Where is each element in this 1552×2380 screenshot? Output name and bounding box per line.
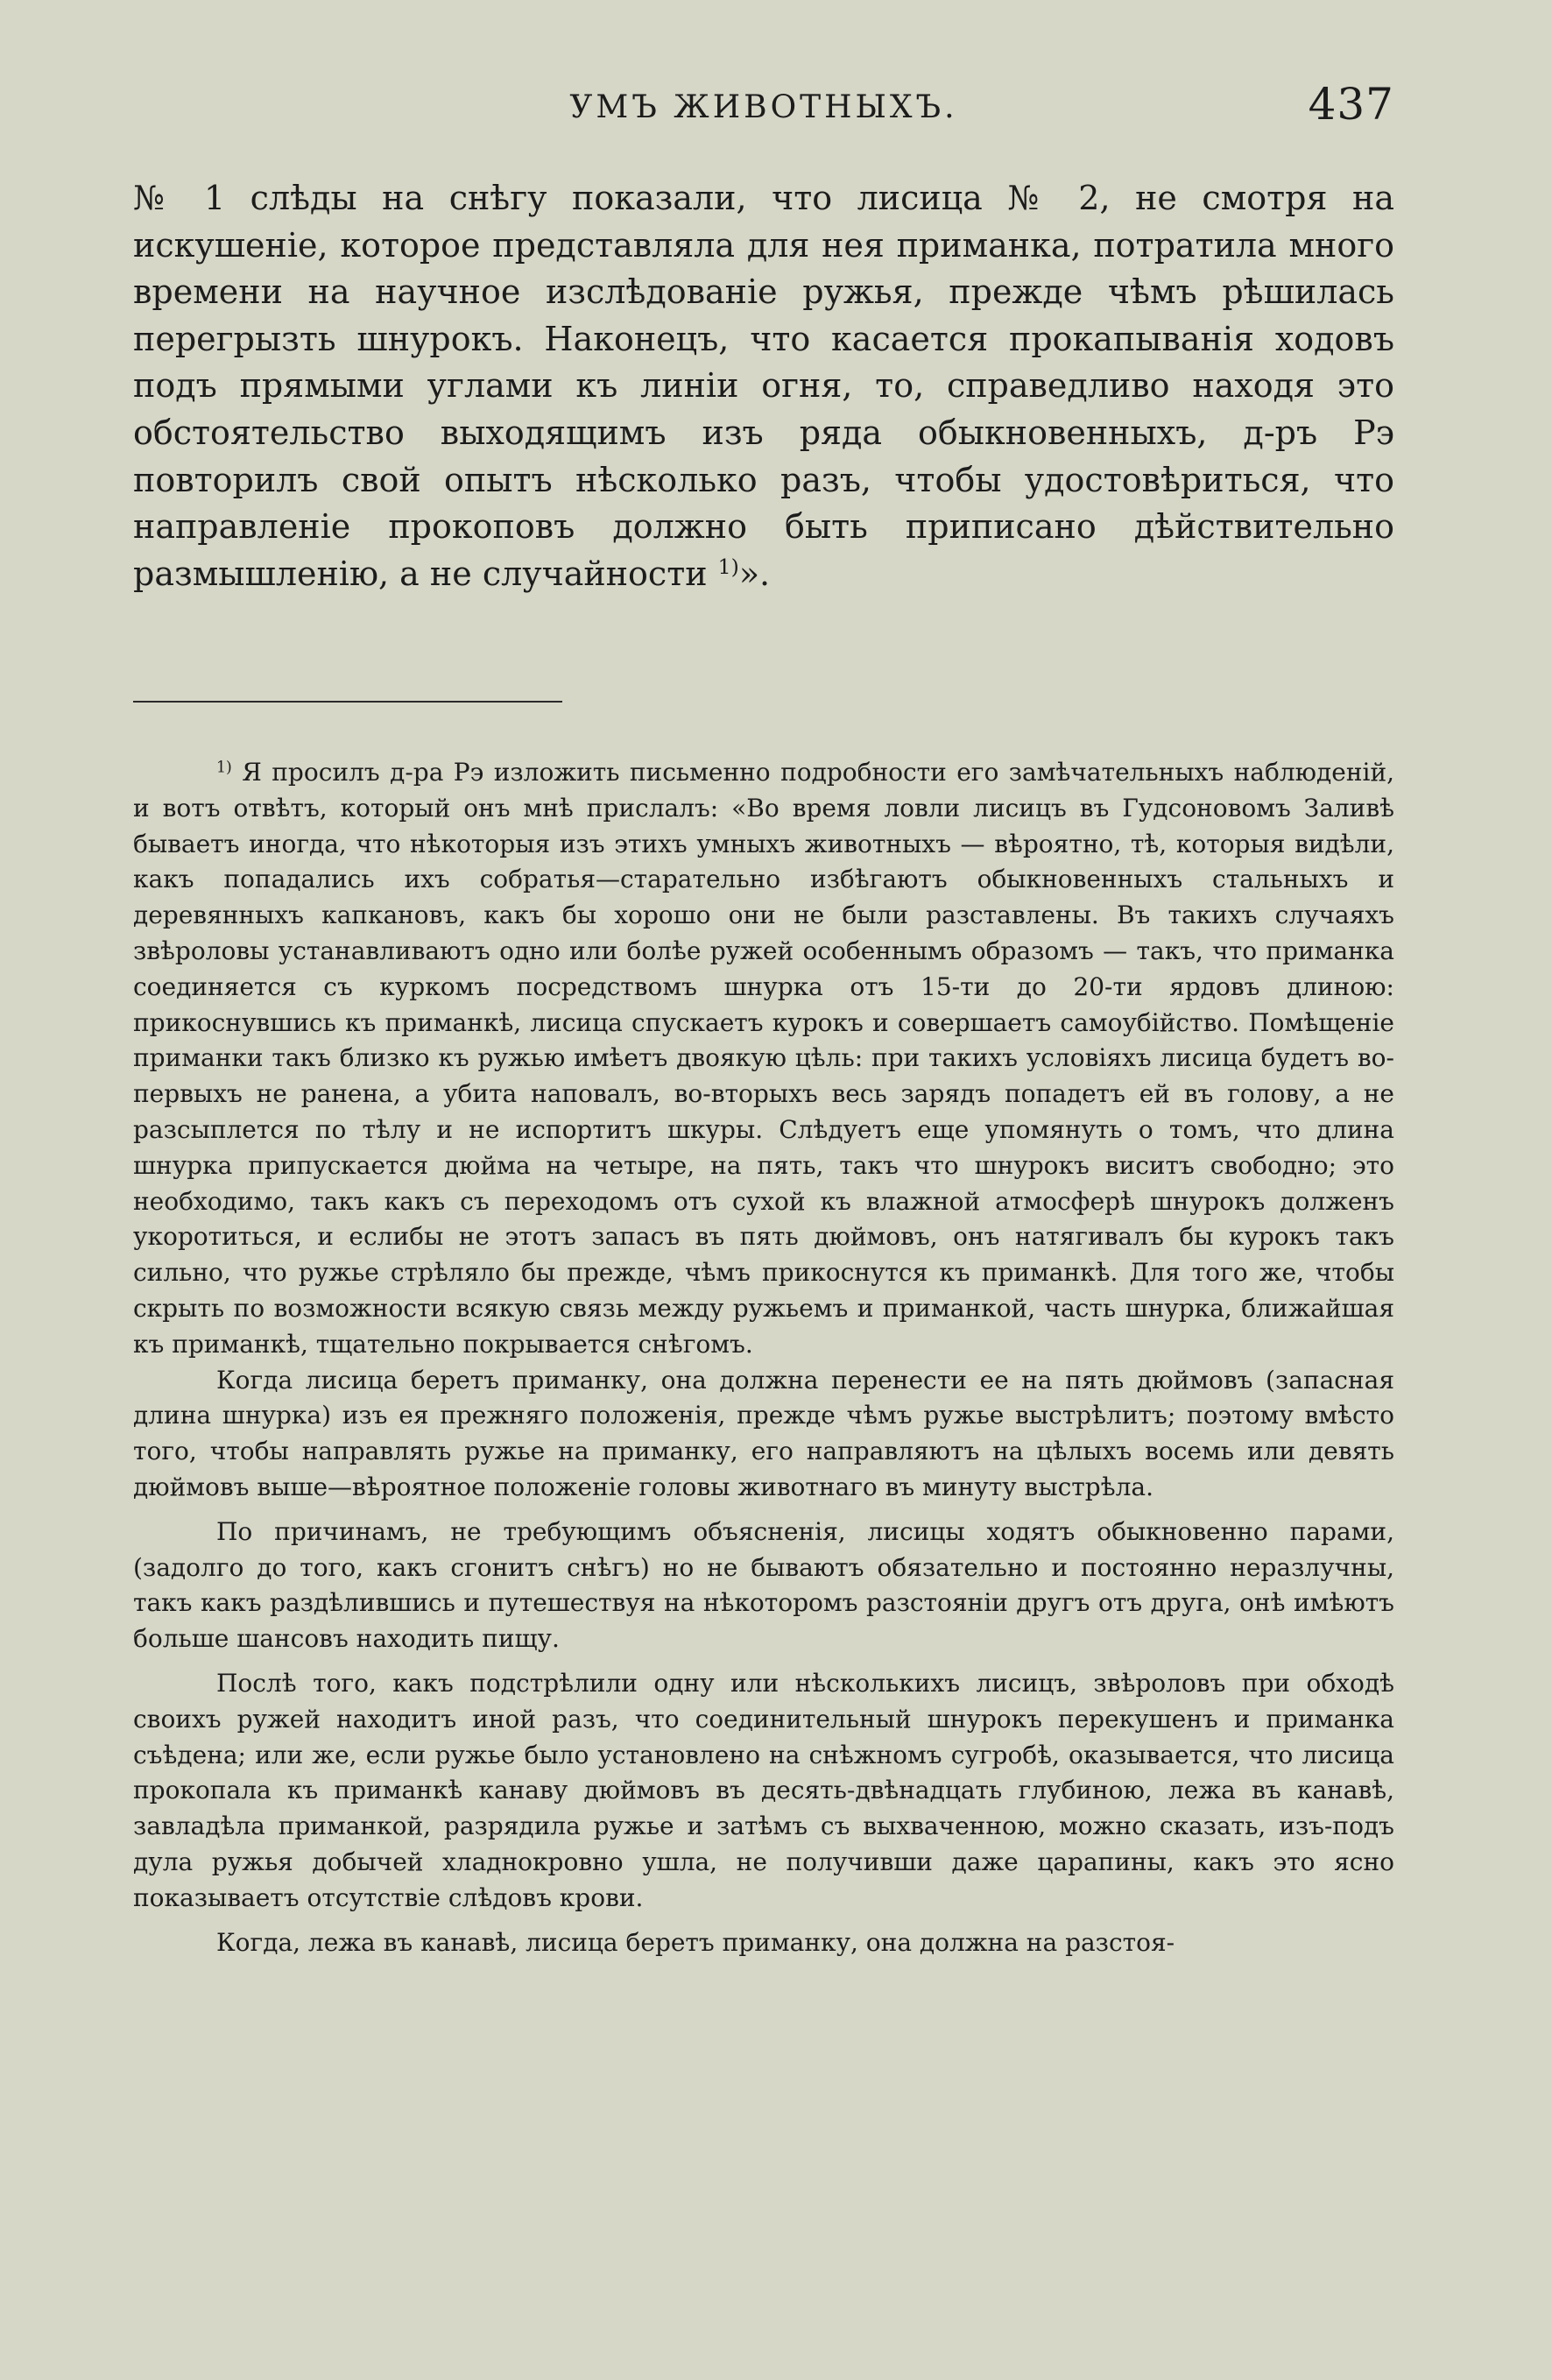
footnote-reference: 1) [717,554,739,579]
footnote-paragraph: Послѣ того, какъ подстрѣлили одну или нѣсколькихъ лисицъ, звѣроловъ при обходѣ своихъ ружей находитъ иной разъ, что соединительный шнурокъ перекушенъ и приманка съѣдена; или же, если ружье было установлено на снѣжномъ сугробѣ, оказывается, что лисица прокопала къ приманкѣ канаву дюймовъ въ десять-двѣнадцать глубиною, лежа въ канавѣ, завладѣла приманкой, разрядила ружье и затѣмъ съ выхваченною, можно сказать, изъ-подъ дула ружья добычей хладнокровно ушла, не получивши даже царапины, какъ это ясно показываетъ отсутствіе слѣдовъ крови. [133,1668,1394,1912]
main-paragraph [133,175,1394,597]
footnote-paragraph: Когда лисица беретъ приманку, она должна перенести ее на пять дюймовъ (запасная длина шнурка) изъ ея прежняго положенія, прежде чѣмъ ружье выстрѣлитъ; поэтому вмѣсто того, чтобы направлять ружье на приманку, его направляютъ на цѣлыхъ восемь или девять дюймовъ выше—вѣроятное положеніе головы животнаго въ минуту выстрѣла. [133,1365,1394,1501]
page-number: 437 [1308,79,1394,130]
footnote-paragraph: По причинамъ, не требующимъ объясненія, лисицы ходятъ обыкновенно парами, (задолго до того, какъ сгонитъ снѣгъ) но не бываютъ обязательно и постоянно неразлучны, такъ какъ раздѣлившись и путешествуя на нѣкоторомъ разстояніи другъ отъ друга, онѣ имѣютъ больше шансовъ находить пищу. [133,1516,1394,1654]
page-header [133,77,1394,138]
footnote-paragraph [133,755,1394,1363]
running-title: УМЪ ЖИВОТНЫХЪ. [569,89,958,125]
footnotes [133,755,1394,1960]
footnote-mark: 1) [216,759,232,777]
main-text-body: № 1 слѣды на снѣгу показали, что лисица № 2, не смотря на искушеніе, которое представляла для нея приманка, потратила много времени на научное изслѣдованіе ружья, прежде чѣмъ рѣшилась перегрызть шнурокъ. Наконецъ, что касается прокапыванія ходовъ подъ прямыми углами къ линіи огня, то, справедливо находя это обстоятельство выходящимъ изъ ряда обыкновенныхъ, д-ръ Рэ повторилъ свой опытъ нѣсколько разъ, чтобы удостовѣриться, что направленіе прокоповъ должно быть приписано дѣйствительно размышленію, а не случайности [133,179,1394,593]
footnote-paragraph: Когда, лежа въ канавѣ, лисица беретъ приманку, она должна на разстоя- [216,1927,1175,1957]
footnote-separator [133,701,562,703]
footnote-text: Я просилъ д-ра Рэ изложить письменно подробности его замѣчательныхъ наблюденій, и вотъ отвѣтъ, который онъ мнѣ прислалъ: «Во время ловли лисицъ въ Гудсоновомъ Заливѣ бываетъ иногда, что нѣкоторыя изъ этихъ умныхъ животныхъ — вѣроятно, тѣ, которыя видѣли, какъ попадались ихъ собратья—старательно избѣгаютъ обыкновенныхъ стальныхъ и деревянныхъ капкановъ, какъ бы хорошо они не были разставлены. Въ такихъ случаяхъ звѣроловы устанавливаютъ одно или болѣе ружей особеннымъ образомъ — такъ, что приманка соединяется съ куркомъ посредствомъ шнурка отъ 15-ти до 20-ти ярдовъ длиною: прикоснувшись къ приманкѣ, лисица спускаетъ курокъ и совершаетъ самоубійство. Помѣщеніе приманки такъ близко къ ружью имѣетъ двоякую цѣль: при такихъ условіяхъ лисица будетъ во-первыхъ не ранена, а убита наповалъ, во-вторыхъ весь зарядъ попадетъ ей въ голову, а не разсыплется по тѣлу и не испортитъ шкуры. Слѣдуетъ еще упомянуть о томъ, что длина шнурка припускается дюйма на четыре, на пять, такъ что шнурокъ виситъ свободно; это необходимо, такъ какъ съ переходомъ отъ сухой къ влажной атмосферѣ шнурокъ долженъ укоротиться, и еслибы не этотъ запасъ въ пять дюймовъ, онъ натягивалъ бы курокъ такъ сильно, что ружье стрѣляло бы прежде, чѣмъ прикоснутся къ приманкѣ. Для того же, чтобы скрыть по возможности всякую связь между ружьемъ и приманкой, часть шнурка, ближайшая къ приманкѣ, тщательно покрывается снѣгомъ. [133,758,1395,1359]
main-text-ending: ». [738,554,771,593]
